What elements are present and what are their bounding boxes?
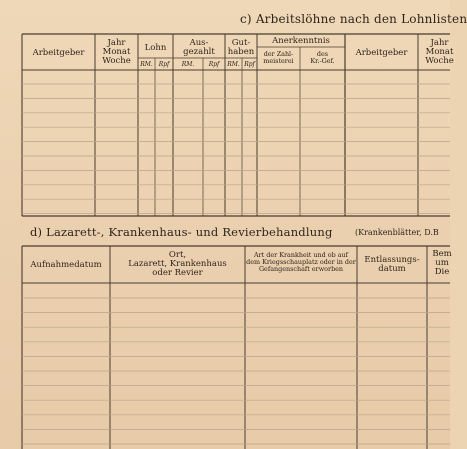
unit-rpf: Rpf xyxy=(244,61,255,68)
col-ausgezahlt: Aus- gezahlt xyxy=(183,38,215,57)
unit-rm: RM. xyxy=(140,61,153,68)
col-entlassungsdatum: Entlassungs- datum xyxy=(364,255,420,274)
col-jahr-monat-woche: Jahr Monat Woche xyxy=(102,38,131,66)
col-aufnahmedatum: Aufnahmedatum xyxy=(30,260,102,270)
col-zahlmeisterei: der Zahl- meisterei xyxy=(263,50,294,65)
col-jahr-monat-woche-2: Jahr Monat Woche xyxy=(425,38,454,66)
col-arbeitgeber-2: Arbeitgeber xyxy=(355,48,408,58)
unit-rpf: Rpf xyxy=(208,61,220,68)
col-bemerkungen: Bem um Die xyxy=(432,249,452,277)
col-anerkenntnis: Anerkenntnis xyxy=(272,36,330,46)
section-c-title: c) Arbeitslöhne nach den Lohnlisten xyxy=(240,12,467,26)
unit-rm: RM. xyxy=(181,61,195,68)
col-ort-lazarett: Ort, Lazarett, Krankenhaus oder Revier xyxy=(128,250,227,278)
unit-rpf: Rpf xyxy=(158,61,170,68)
col-arbeitgeber: Arbeitgeber xyxy=(32,48,85,58)
col-guthaben: Gut- haben xyxy=(227,38,255,57)
unit-rm: RM. xyxy=(227,61,240,68)
section-d-title: d) Lazarett-, Krankenhaus- und Revierbehandlung xyxy=(30,225,333,239)
col-lohn: Lohn xyxy=(144,43,167,53)
section-d-note: (Krankenblätter, D.B xyxy=(355,228,439,237)
col-art-der-krankheit: Art der Krankheit und ob auf dem Kriegsschauplatz oder in der Gefangenschaft erworben xyxy=(246,251,356,273)
col-kr-gef: des Kr.-Gef. xyxy=(310,50,335,65)
